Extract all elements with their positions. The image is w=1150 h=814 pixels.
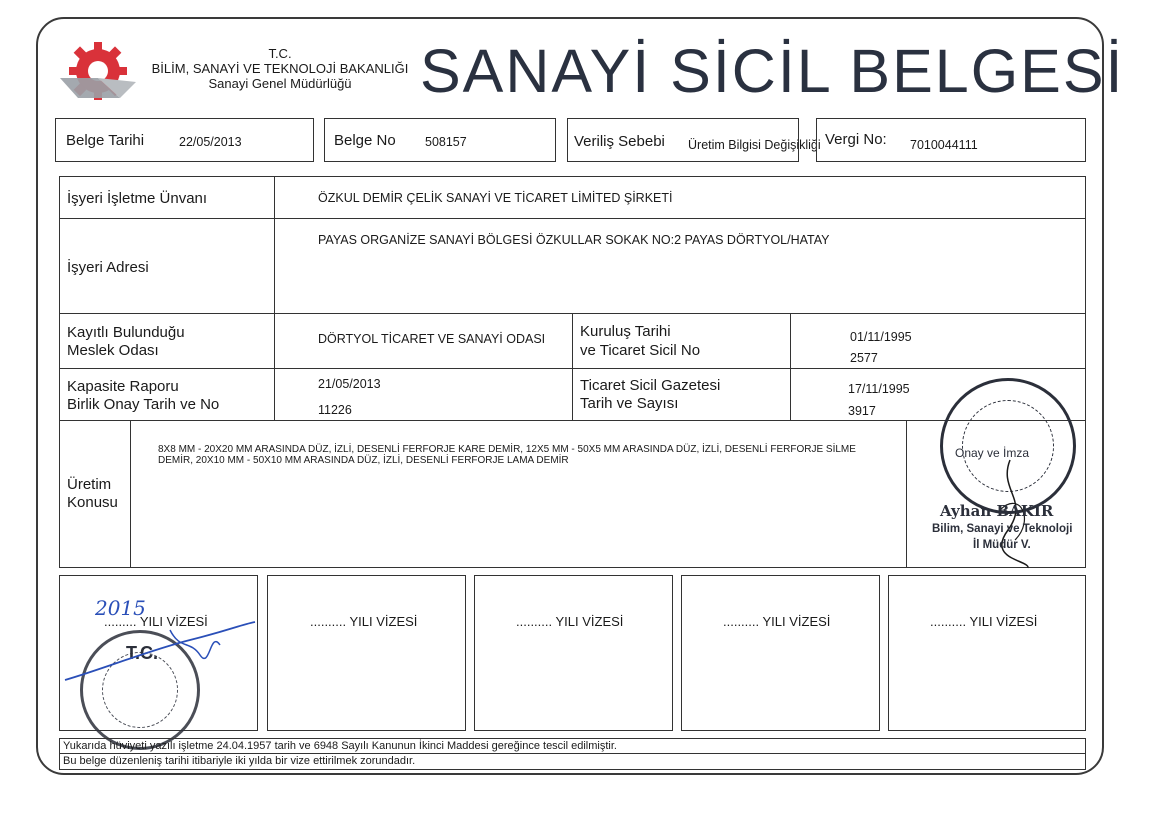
verilis-value: Üretim Bilgisi Değişikliği [688,138,821,152]
vize-box-4 [681,575,880,731]
unvan-label: İşyeri İşletme Ünvanı [67,190,208,207]
kurulus-value-1: 01/11/1995 [850,330,912,344]
handwritten-year: 2015 [95,596,146,620]
col-divider [274,176,275,420]
col-divider [790,313,791,420]
verilis-label: Veriliş Sebebi [574,133,665,150]
col-divider [906,420,907,568]
ministry-line2: BİLİM, SANAYİ VE TEKNOLOJİ BAKANLIĞI [151,61,409,76]
adres-label: İşyeri Adresi [67,259,149,276]
kurulus-label-1: Kuruluş Tarihi [580,323,671,340]
ministry-logo-icon [58,38,138,104]
kapasite-label-1: Kapasite Raporu [67,378,179,395]
footer-line-1: Yukarıda hüviyeti yazılı işletme 24.04.1957 tarih ve 6948 Sayılı Kanunun İkinci Maddesi gereğince tescil edilmiştir. [63,740,617,752]
vize-label: .......... YILI VİZESİ [516,614,624,629]
kapasite-value-2: 11226 [318,403,352,417]
kapasite-value-1: 21/05/2013 [318,377,381,391]
oda-label-2: Meslek Odası [67,342,159,359]
vize-label: .......... YILI VİZESİ [310,614,418,629]
ministry-name [140,46,420,91]
belge-no-label: Belge No [334,132,396,149]
vergi-label: Vergi No: [825,131,887,148]
gazete-value-2: 3917 [848,404,876,418]
signer-title-1: Bilim, Sanayi ve Teknoloji [932,523,1073,535]
belge-no-box [324,118,556,162]
uretim-value-2: DEMİR, 20X10 MM - 50X10 MM ARASINDA DÜZ, İZLİ, DESENLİ FERFORJE LAMA DEMİR [158,455,569,466]
kapasite-label-2: Birlik Onay Tarih ve No [67,396,220,413]
unvan-value: ÖZKUL DEMİR ÇELİK SANAYİ VE TİCARET LİMİTED ŞİRKETİ [318,191,673,205]
ministry-line1: T.C. [268,46,292,61]
vize-label: .......... YILI VİZESİ [930,614,1038,629]
uretim-label-2: Konusu [67,494,118,511]
document-title: SANAYİ SİCİL BELGESİ [420,37,1125,105]
oda-label-1: Kayıtlı Bulunduğu [67,324,185,341]
col-divider [130,420,131,568]
row-divider [59,218,1086,219]
vize-box-2 [267,575,466,731]
gazete-label-2: Tarih ve Sayısı [580,395,679,412]
oda-value: DÖRTYOL TİCARET VE SANAYİ ODASI [318,332,546,346]
belge-tarihi-label: Belge Tarihi [66,132,145,149]
verilis-box [567,118,821,162]
vize-box-3 [474,575,673,731]
kurulus-label-2: ve Ticaret Sicil No [580,342,701,359]
kurulus-value-2: 2577 [850,351,878,365]
vize-label: .......... YILI VİZESİ [723,614,831,629]
row-divider [59,420,1086,421]
uretim-label-1: Üretim [67,476,112,493]
pen-signature-icon [60,610,260,690]
col-divider [572,313,573,420]
uretim-value-1: 8X8 MM - 20X20 MM ARASINDA DÜZ, İZLİ, DESENLİ FERFORJE KARE DEMİR, 12X5 MM - 50X5 MM ARASINDA DÜZ, İZLİ, DESENLİ FERFORJE SİLME [158,444,856,455]
vergi-value: 7010044111 [910,138,978,152]
adres-value: PAYAS ORGANİZE SANAYİ BÖLGESİ ÖZKULLAR SOKAK NO:2 PAYAS DÖRTYOL/HATAY [318,233,830,247]
gazete-value-1: 17/11/1995 [848,382,910,396]
belge-no-value: 508157 [425,135,467,149]
vize-box-5 [888,575,1086,731]
vize-label: ......... YILI VİZESİ [104,614,208,629]
signer-title-2: İl Müdür V. [973,539,1031,551]
footer-divider [59,753,1086,754]
vize-stamp-center: T.C. [126,643,159,663]
vergi-box [816,118,1086,162]
belge-tarihi-box [55,118,314,162]
gazete-label-1: Ticaret Sicil Gazetesi [580,377,721,394]
stamp-text: Onay ve İmza [955,446,1030,460]
signer-name: Ayhan BAKIR [940,502,1054,520]
footer-line-2: Bu belge düzenleniş tarihi itibariyle iki yılda bir vize ettirilmek zorundadır. [63,755,416,767]
belge-tarihi-value: 22/05/2013 [179,135,242,149]
ministry-line3: Sanayi Genel Müdürlüğü [208,76,352,91]
